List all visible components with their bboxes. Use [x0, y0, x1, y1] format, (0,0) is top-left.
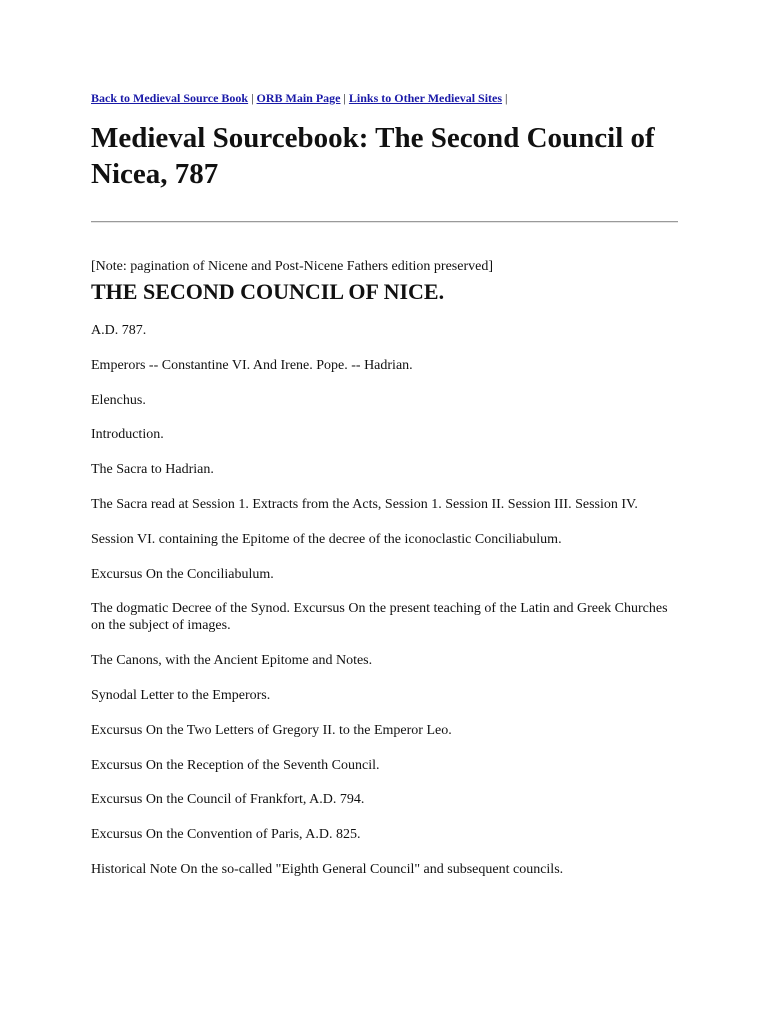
contents-item: Excursus On the Reception of the Seventh Council. — [91, 757, 380, 773]
contents-item: Elenchus. — [91, 392, 146, 408]
contents-item: Excursus On the Convention of Paris, A.D. 825. — [91, 827, 361, 843]
page-title: Medieval Sourcebook: The Second Council of Nicea, 787 — [91, 122, 655, 190]
contents-item: The Canons, with the Ancient Epitome and Notes. — [91, 653, 373, 669]
nav-separator: | — [343, 91, 346, 105]
nav-separator: | — [505, 91, 508, 105]
back-to-sourcebook-link[interactable]: Back to Medieval Source Book — [91, 91, 249, 105]
contents-list — [91, 322, 681, 896]
section-heading: THE SECOND COUNCIL OF NICE. — [91, 279, 445, 304]
contents-item: Excursus On the Conciliabulum. — [91, 566, 274, 582]
contents-item: Excursus On the Two Letters of Gregory II. to the Emperor Leo. — [91, 722, 452, 738]
contents-item: The dogmatic Decree of the Synod. Excursus On the present teaching of the Latin and Greek Churches on the subject of images. — [91, 601, 668, 634]
top-navigation — [91, 90, 507, 106]
other-medieval-sites-link[interactable]: Links to Other Medieval Sites — [348, 91, 503, 105]
contents-item: Historical Note On the so-called "Eighth General Council" and subsequent councils. — [91, 861, 564, 877]
contents-item: The Sacra read at Session 1. Extracts from the Acts, Session 1. Session II. Session III. Session IV. — [91, 496, 638, 512]
nav-separator: | — [251, 91, 254, 105]
contents-item: Session VI. containing the Epitome of the decree of the iconoclastic Conciliabulum. — [91, 531, 562, 547]
horizontal-divider — [91, 221, 678, 223]
contents-item: Synodal Letter to the Emperors. — [91, 687, 271, 703]
contents-item: Introduction. — [91, 427, 164, 443]
contents-item: Emperors -- Constantine VI. And Irene. Pope. -- Hadrian. — [91, 357, 413, 373]
contents-item: A.D. 787. — [91, 323, 147, 338]
contents-item: The Sacra to Hadrian. — [91, 462, 214, 478]
contents-item: Excursus On the Council of Frankfort, A.D. 794. — [91, 792, 365, 808]
pagination-note: [Note: pagination of Nicene and Post-Nicene Fathers edition preserved] — [91, 259, 493, 274]
orb-main-page-link[interactable]: ORB Main Page — [256, 91, 341, 105]
